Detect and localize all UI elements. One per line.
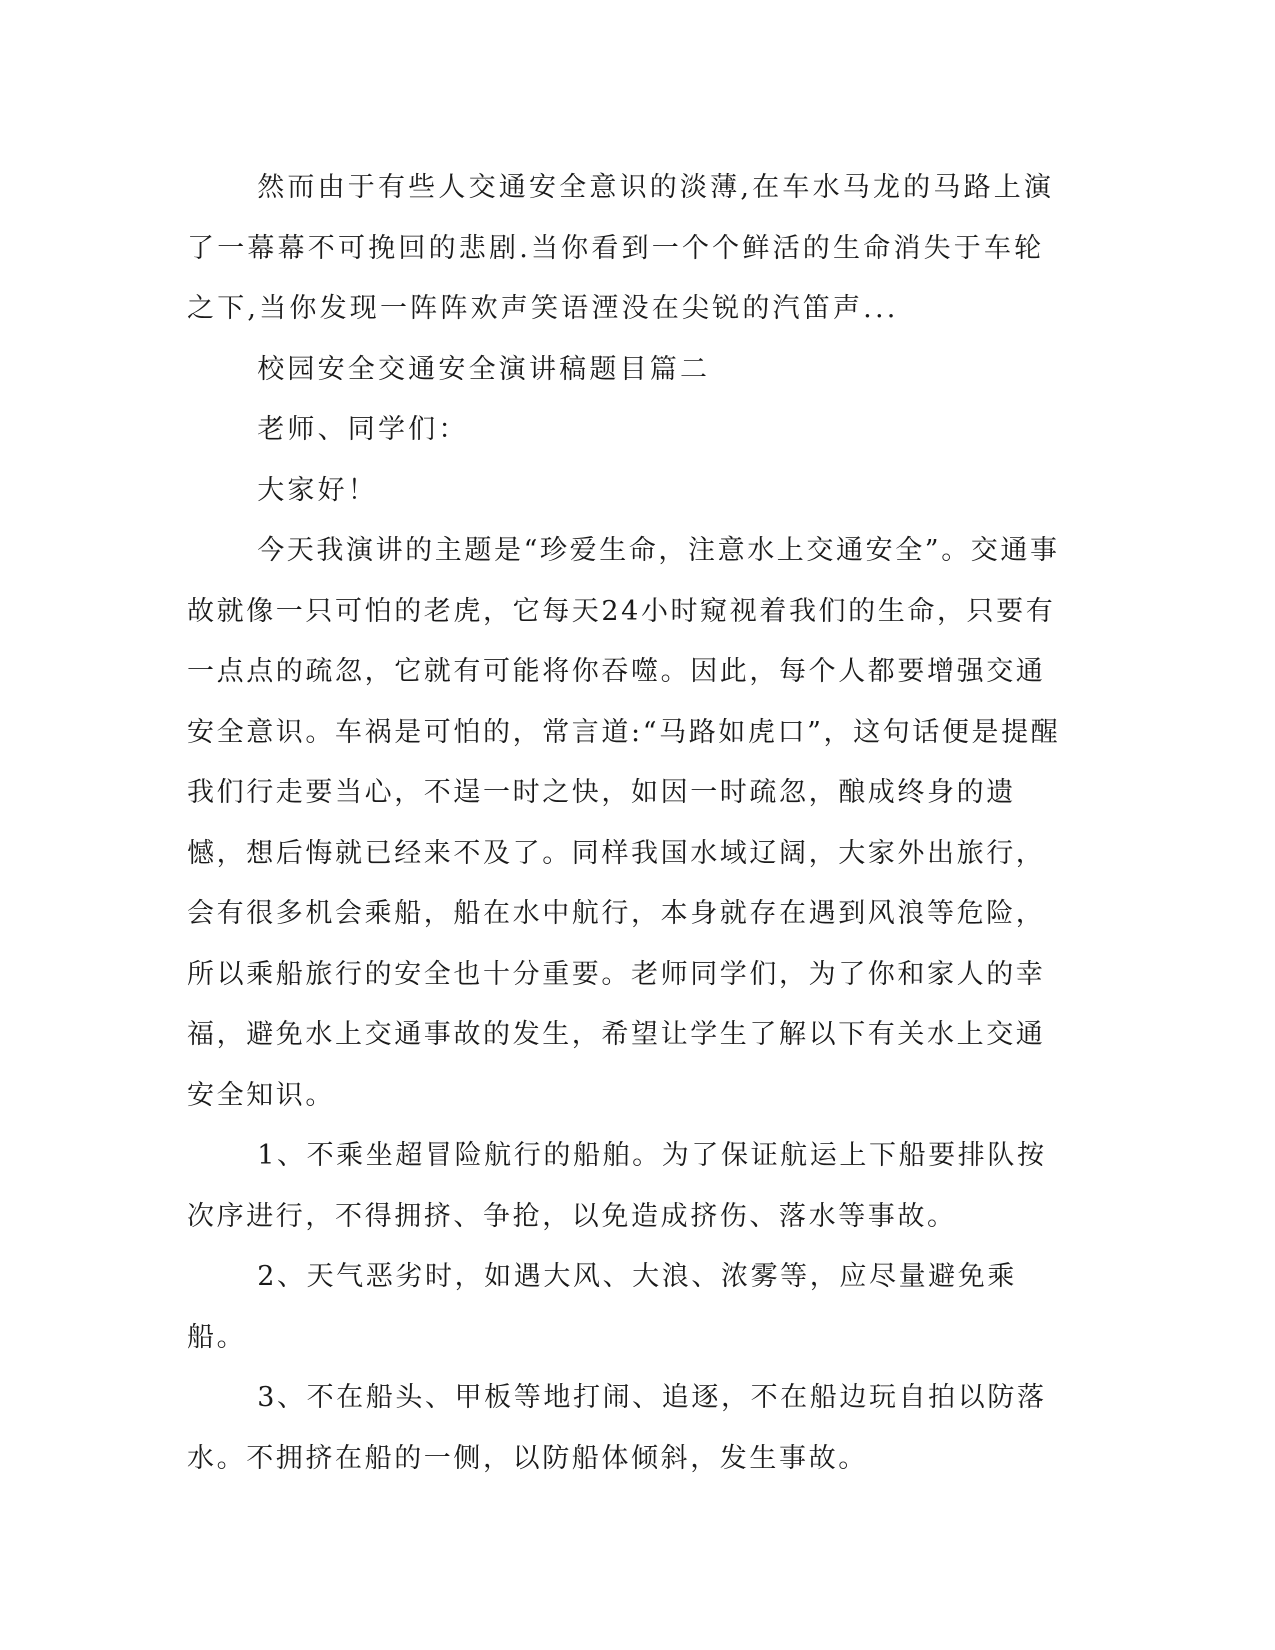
paragraph-main: 今天我演讲的主题是“珍爱生命，注意水上交通安全”。交通事故就像一只可怕的老虎，它每天24小时窥视着我们的生命，只要有一点点的疏忽，它就有可能将你吞噬。因此，每个人都要增强交通安全意识。车祸是可怕的，常言道:“马路如虎口”，这句话便是提醒我们行走要当心，不逞一时之快，如因一时疏忽，酿成终身的遗憾，想后悔就已经来不及了。同样我国水域辽阔，大家外出旅行，会有很多机会乘船，船在水中航行，本身就存在遇到风浪等危险，所以乘船旅行的安全也十分重要。老师同学们，为了你和家人的幸福，避免水上交通事故的发生，希望让学生了解以下有关水上交通安全知识。 <box>187 535 1061 1111</box>
salutation: 老师、同学们： <box>257 414 469 445</box>
greeting: 大家好！ <box>257 474 378 506</box>
list-item-2: 2、天气恶劣时，如遇大风、大浪、浓雾等，应尽量避免乘船。 <box>187 1261 1017 1353</box>
document-page <box>187 158 1067 1489</box>
paragraph-intro: 然而由于有些人交通安全意识的淡薄,在车水马龙的马路上演了一幕幕不可挽回的悲剧.当你看到一个个鲜活的生命消失于车轮之下,当你发现一阵阵欢声笑语湮没在尖锐的汽笛声... <box>187 172 1055 324</box>
list-item-1: 1、不乘坐超冒险航行的船舶。为了保证航运上下船要排队按次序进行，不得拥挤、争抢，以免造成挤伤、落水等事故。 <box>187 1140 1047 1232</box>
list-item-3: 3、不在船头、甲板等地打闹、追逐，不在船边玩自拍以防落水。不拥挤在船的一侧，以防船体倾斜，发生事故。 <box>187 1382 1047 1474</box>
section-heading: 校园安全交通安全演讲稿题目篇二 <box>257 353 711 385</box>
